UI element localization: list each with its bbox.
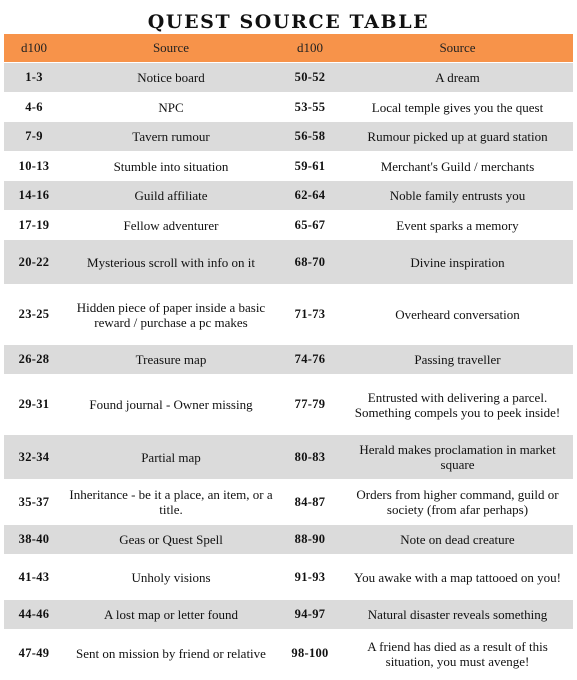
- roll-range-left: 38-40: [4, 525, 64, 555]
- roll-range-left: 26-28: [4, 345, 64, 375]
- table-row: [4, 630, 573, 678]
- quest-source-right: Local temple gives you the quest: [342, 93, 573, 122]
- quest-source-right: Event sparks a memory: [342, 211, 573, 240]
- roll-range-right: 88-90: [278, 525, 342, 555]
- roll-range-left: 47-49: [4, 630, 64, 678]
- quest-source-right: Noble family entrusts you: [342, 181, 573, 211]
- quest-source-right: Passing traveller: [342, 345, 573, 375]
- roll-range-left: 14-16: [4, 181, 64, 211]
- quest-source-left: Fellow adventurer: [64, 211, 278, 240]
- roll-range-right: 62-64: [278, 181, 342, 211]
- table-row: [4, 181, 573, 211]
- table-row: [4, 435, 573, 480]
- roll-range-right: 91-93: [278, 555, 342, 600]
- roll-range-left: 4-6: [4, 93, 64, 122]
- quest-source-right: Entrusted with delivering a parcel. Something compels you to peek inside!: [342, 375, 573, 435]
- quest-source-left: A lost map or letter found: [64, 600, 278, 630]
- table-row: [4, 525, 573, 555]
- roll-range-left: 29-31: [4, 375, 64, 435]
- column-header-source-right: Source: [342, 34, 573, 63]
- quest-source-right: Note on dead creature: [342, 525, 573, 555]
- table-row: [4, 240, 573, 285]
- roll-range-right: 65-67: [278, 211, 342, 240]
- quest-source-left: Treasure map: [64, 345, 278, 375]
- roll-range-left: 41-43: [4, 555, 64, 600]
- roll-range-left: 23-25: [4, 285, 64, 345]
- roll-range-left: 44-46: [4, 600, 64, 630]
- column-header-d100-left: d100: [4, 34, 64, 63]
- roll-range-right: 53-55: [278, 93, 342, 122]
- quest-source-left: Unholy visions: [64, 555, 278, 600]
- quest-source-left: Hidden piece of paper inside a basic reward / purchase a pc makes: [64, 285, 278, 345]
- quest-source-right: Orders from higher command, guild or society (from afar perhaps): [342, 480, 573, 525]
- quest-source-table: [4, 34, 573, 678]
- quest-source-right: A friend has died as a result of this situation, you must avenge!: [342, 630, 573, 678]
- roll-range-left: 17-19: [4, 211, 64, 240]
- table-row: [4, 480, 573, 525]
- column-header-source-left: Source: [64, 34, 278, 63]
- quest-source-left: Tavern rumour: [64, 122, 278, 152]
- quest-source-left: Guild affiliate: [64, 181, 278, 211]
- table-row: [4, 93, 573, 122]
- quest-source-left: Notice board: [64, 63, 278, 93]
- table-row: [4, 152, 573, 181]
- roll-range-right: 56-58: [278, 122, 342, 152]
- table-header-row: [4, 34, 573, 63]
- roll-range-left: 10-13: [4, 152, 64, 181]
- roll-range-right: 94-97: [278, 600, 342, 630]
- table-row: [4, 63, 573, 93]
- column-header-d100-right: d100: [278, 34, 342, 63]
- quest-source-left: Geas or Quest Spell: [64, 525, 278, 555]
- roll-range-right: 59-61: [278, 152, 342, 181]
- quest-source-left: Found journal - Owner missing: [64, 375, 278, 435]
- quest-source-left: Partial map: [64, 435, 278, 480]
- quest-source-right: Herald makes proclamation in market square: [342, 435, 573, 480]
- roll-range-right: 50-52: [278, 63, 342, 93]
- table-row: [4, 600, 573, 630]
- roll-range-right: 77-79: [278, 375, 342, 435]
- quest-source-right: You awake with a map tattooed on you!: [342, 555, 573, 600]
- roll-range-right: 98-100: [278, 630, 342, 678]
- page-title: QUEST SOURCE TABLE: [147, 11, 430, 33]
- table-row: [4, 285, 573, 345]
- table-row: [4, 555, 573, 600]
- table-row: [4, 211, 573, 240]
- quest-source-right: Divine inspiration: [342, 240, 573, 285]
- quest-source-right: Natural disaster reveals something: [342, 600, 573, 630]
- roll-range-right: 74-76: [278, 345, 342, 375]
- quest-source-right: A dream: [342, 63, 573, 93]
- roll-range-left: 20-22: [4, 240, 64, 285]
- quest-source-right: Merchant's Guild / merchants: [342, 152, 573, 181]
- roll-range-left: 32-34: [4, 435, 64, 480]
- quest-source-left: Mysterious scroll with info on it: [64, 240, 278, 285]
- roll-range-left: 7-9: [4, 122, 64, 152]
- quest-source-right: Rumour picked up at guard station: [342, 122, 573, 152]
- quest-source-right: Overheard conversation: [342, 285, 573, 345]
- table-row: [4, 375, 573, 435]
- table-row: [4, 345, 573, 375]
- roll-range-right: 71-73: [278, 285, 342, 345]
- quest-source-left: Inheritance - be it a place, an item, or a title.: [64, 480, 278, 525]
- roll-range-right: 80-83: [278, 435, 342, 480]
- quest-source-left: Stumble into situation: [64, 152, 278, 181]
- table-body: [4, 63, 573, 678]
- roll-range-right: 84-87: [278, 480, 342, 525]
- roll-range-right: 68-70: [278, 240, 342, 285]
- roll-range-left: 35-37: [4, 480, 64, 525]
- quest-source-left: Sent on mission by friend or relative: [64, 630, 278, 678]
- table-row: [4, 122, 573, 152]
- roll-range-left: 1-3: [4, 63, 64, 93]
- quest-source-left: NPC: [64, 93, 278, 122]
